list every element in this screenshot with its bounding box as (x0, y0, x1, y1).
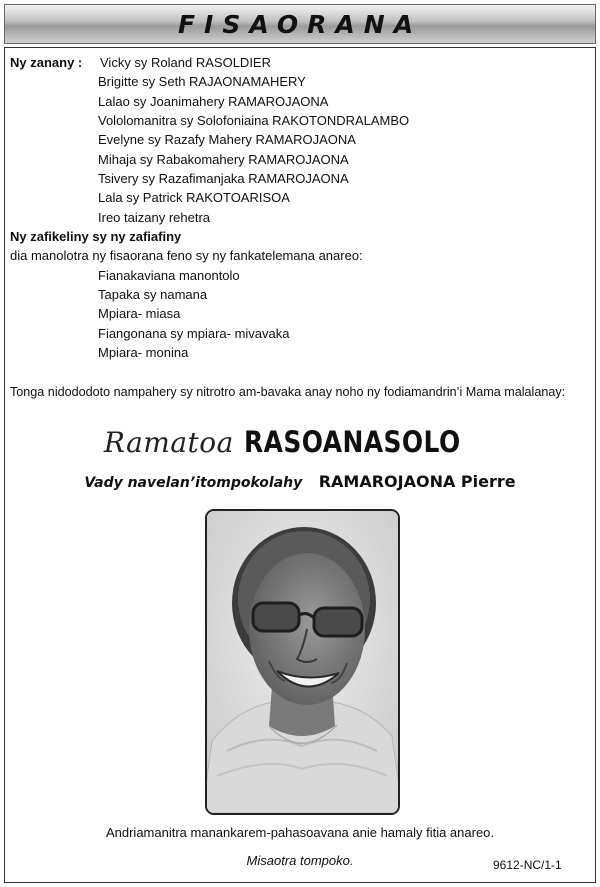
relatives-item: Fiangonana sy mpiara- mivavaka (98, 326, 290, 341)
spouse-prefix: Vady navelan’itompokolahy (84, 475, 303, 491)
deceased-name-line (0, 425, 600, 459)
portrait-drawing (207, 511, 398, 813)
spouse-line (0, 472, 600, 492)
family-member: Lala sy Patrick RAKOTOARISOA (98, 190, 290, 205)
deceased-name: RASOANASOLO (244, 425, 461, 459)
header-banner (4, 4, 596, 44)
reference-code: 9612-NC/1-1 (493, 858, 562, 872)
family-member: Lalao sy Joanimahery RAMAROJAONA (98, 94, 329, 109)
relatives-heading: Ny zafikeliny sy ny zafiafiny (10, 229, 182, 244)
portrait-photo (205, 509, 400, 815)
relatives-item: Fianakaviana manontolo (98, 268, 240, 283)
blessing-line: Andriamanitra manankarem-pahasoavana anie hamaly fitia anareo. (105, 825, 495, 840)
family-member: Evelyne sy Razafy Mahery RAMAROJAONA (98, 132, 356, 147)
family-member: Vololomanitra sy Solofoniaina RAKOTONDRALAMBO (98, 113, 410, 128)
family-member: Ireo taizany rehetra (98, 210, 211, 225)
thanks-line: Misaotra tompoko. (246, 853, 354, 868)
family-member: Tsivery sy Razafimanjaka RAMAROJAONA (98, 171, 349, 186)
family-member: Vicky sy Roland RASOLDIER (100, 55, 271, 70)
children-label: Ny zanany : (10, 55, 83, 70)
family-member: Brigitte sy Seth RAJAONAMAHERY (98, 74, 306, 89)
spouse-name: RAMAROJAONA Pierre (318, 472, 516, 491)
relatives-item: Tapaka sy namana (98, 287, 208, 302)
header-title: FISAORANA (177, 9, 423, 39)
relatives-item: Mpiara- miasa (98, 306, 181, 321)
thanks-statement: Tonga nidododoto nampahery sy nitrotro am-bavaka anay noho ny fodiamandrin’i Mama malalanay: (10, 385, 566, 399)
relatives-item: Mpiara- monina (98, 345, 189, 360)
relatives-intro: dia manolotra ny fisaorana feno sy ny fankatelemana anareo: (10, 248, 363, 263)
deceased-title: Ramatoa (103, 426, 234, 459)
family-member: Mihaja sy Rabakomahery RAMAROJAONA (98, 152, 349, 167)
